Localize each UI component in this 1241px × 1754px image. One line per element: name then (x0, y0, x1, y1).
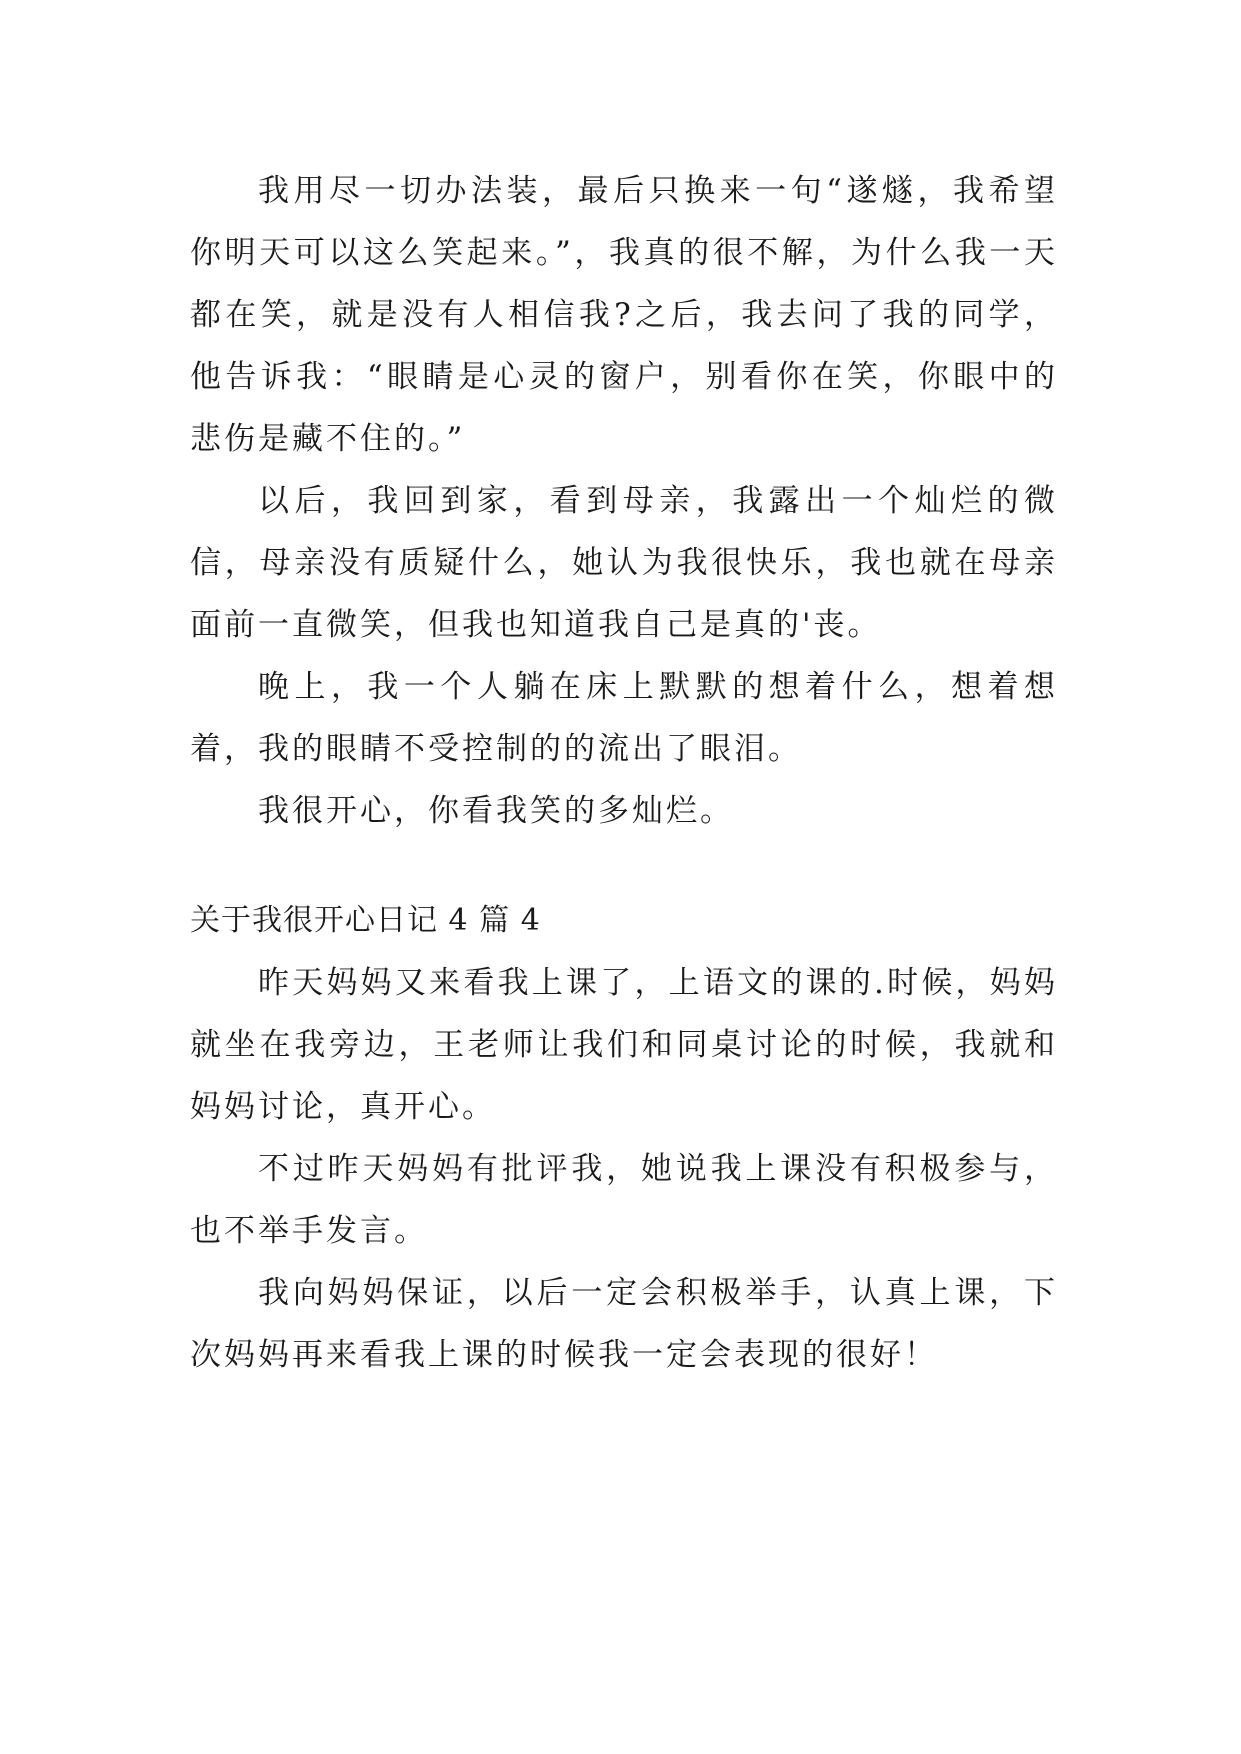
paragraph: 我很开心，你看我笑的多灿烂。 (258, 793, 734, 829)
document-body (190, 160, 1058, 1386)
paragraph: 不过昨天妈妈有批评我，她说我上课没有积极参与，也不举手发言。 (190, 1151, 1058, 1249)
paragraph: 我向妈妈保证，以后一定会积极举手，认真上课，下次妈妈再来看我上课的时候我一定会表现的很好！ (190, 1275, 1058, 1373)
paragraph: 昨天妈妈又来看我上课了，上语文的课的.时候，妈妈就坐在我旁边，王老师让我们和同桌讨论的时候，我就和妈妈讨论，真开心。 (190, 965, 1058, 1125)
paragraph: 晚上，我一个人躺在床上默默的想着什么，想着想着，我的眼睛不受控制的的流出了眼泪。 (190, 669, 1058, 767)
paragraph: 以后，我回到家，看到母亲，我露出一个灿烂的微信，母亲没有质疑什么，她认为我很快乐，我也就在母亲面前一直微笑，但我也知道我自己是真的'丧。 (190, 483, 1058, 643)
paragraph: 我用尽一切办法装，最后只换来一句“遂燧，我希望你明天可以这么笑起来。”，我真的很不解，为什么我一天都在笑，就是没有人相信我?之后，我去问了我的同学，他告诉我：“眼睛是心灵的窗户，别看你在笑，你眼中的悲伤是藏不住的。” (190, 173, 1058, 457)
section-heading: 关于我很开心日记 4 篇 4 (190, 903, 541, 938)
